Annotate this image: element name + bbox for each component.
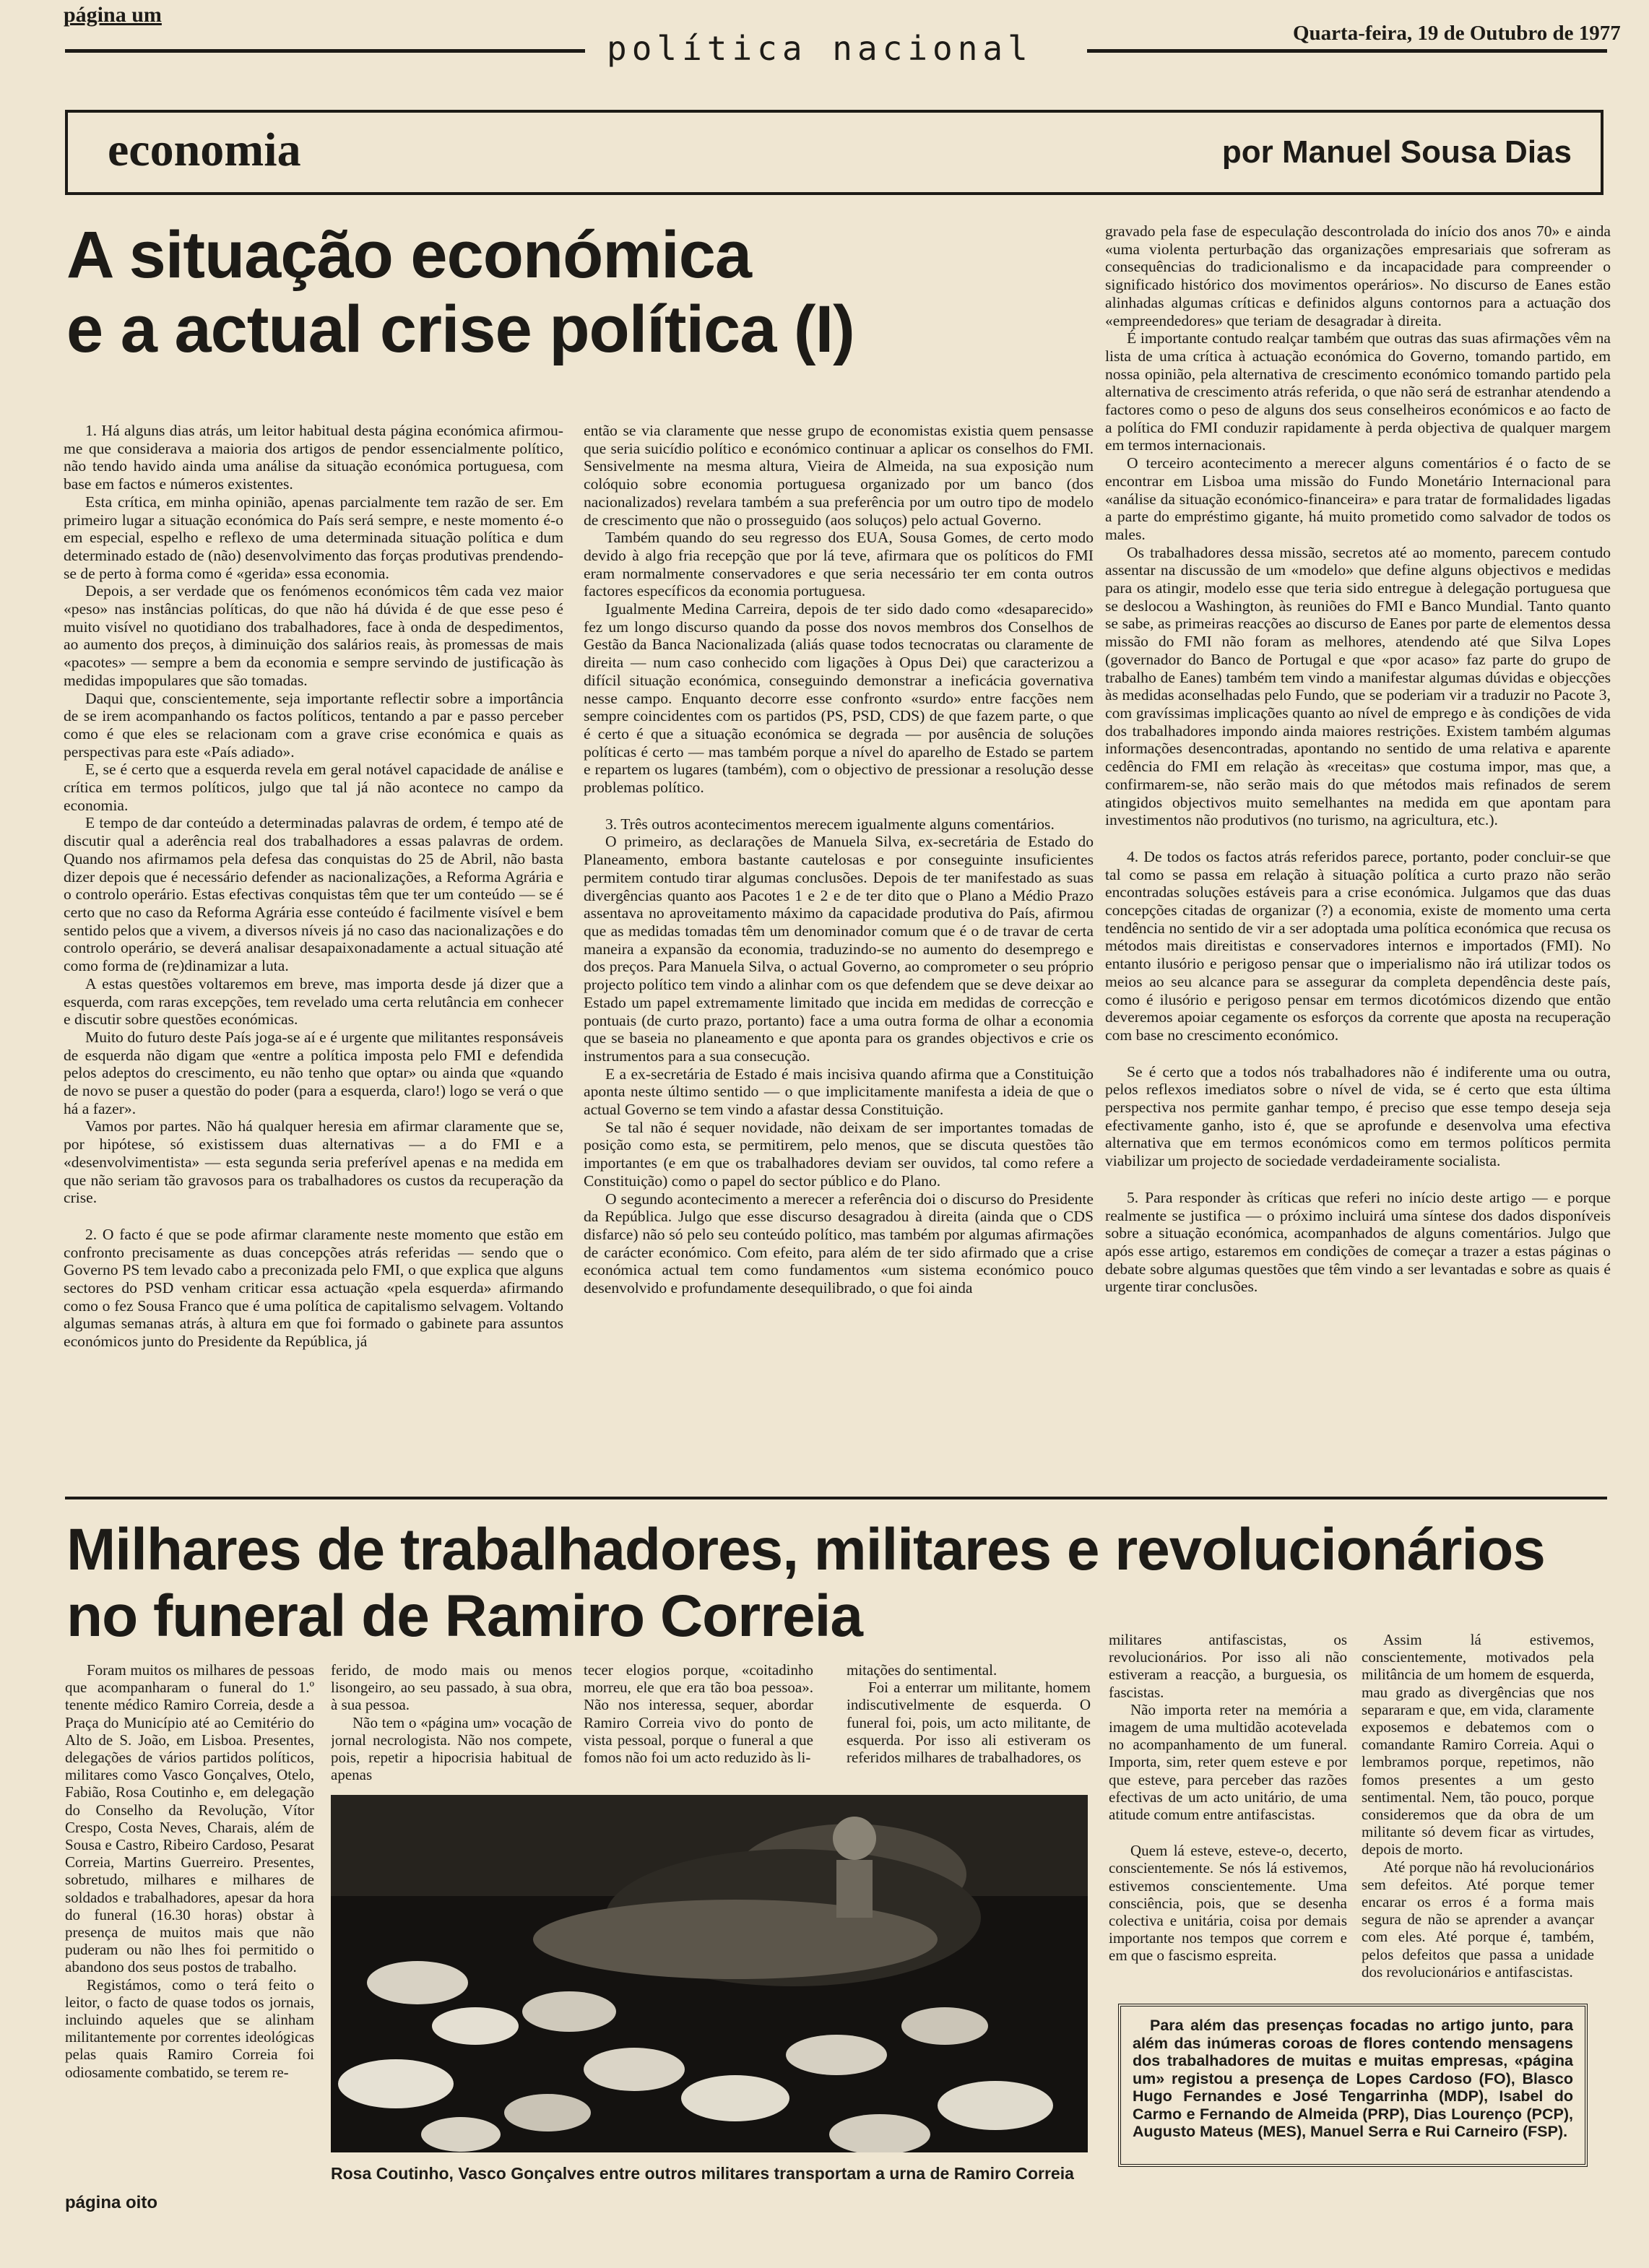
- article1-headline: [66, 218, 1078, 367]
- article2-column-4: [847, 1661, 1091, 1784]
- paragraph: Se tal não é sequer novidade, não deixam de ser importantes tomadas de posição como esta, se permitirem, pelo menos, que se discuta questões tão importantes (e em que os trabalhadores deviam ser ouvidos, tal como refere a Constituição) como o papel do sector público e do Plano.: [584, 1118, 1094, 1190]
- paragraph: Não importa reter na memória a imagem de uma multidão acotevelada no acompanhamento de um funeral. Importa, sim, reter quem esteve e por que esteve, para perceber das razões efectivas de um acto unitário, de uma atitude comum entre antifascistas.: [1109, 1700, 1347, 1824]
- paragraph: ferido, de modo mais ou menos lisongeiro, ao seu passado, à sua obra, à sua pessoa.: [331, 1661, 572, 1714]
- article2-headline: [66, 1517, 1547, 1650]
- paragraph: Depois, a ser verdade que os fenómenos económicos têm cada vez maior «peso» nas instâncias políticas, do que não há dúvida é de que esse peso é muito visível no quotidiano dos trabalhadores, face à onda de despedimentos, ao aumento dos preços, à diminuição dos salários reais, às promessas de mais «pacotes» — sempre a bem da economia e sempre servindo de justificação às medidas impopulares que são tomadas.: [64, 582, 563, 689]
- paragraph: Foi a enterrar um militante, homem indiscutivelmente de esquerda. O funeral foi, pois, um acto militante, de esquerda. Por isso ali estiveram os referidos milhares de trabalhadores, os: [847, 1679, 1091, 1767]
- article1-column-2: [584, 422, 1094, 1473]
- paragraph: Registámos, como o terá feito o leitor, o facto de quase todos os jornais, incluindo aqueles que se alinham militantemente por correntes ideológicas pelas quais Ramiro Correia foi odiosamente combatido, se terem re-: [65, 1975, 314, 2081]
- article2-column-5: [1109, 1631, 1347, 1992]
- article2-headline-line2: no funeral de Ramiro Correia: [66, 1583, 863, 1649]
- paragraph: Daqui que, conscientemente, seja importante reflectir sobre a importância de se irem acompanhando os factos políticos, tentando a par e passo perceber como é que eles se relacionam com a grave crise económica e quais as perspectivas para este «País adiado».: [64, 689, 563, 761]
- paragraph: 4. De todos os factos atrás referidos parece, portanto, poder concluir-se que tal como se passa em relação à situação política a curto prazo não serão encontradas soluções estáveis para a crise económica. Julgamos que das duas concepções citadas de organizar (?) a economia, existe de momento uma certa tendência no sentido de vir a ser adoptada uma política económica que recusa os métodos mais direitistas e conservadores internos e importados (FMI). No entanto ilusório e perigoso pensar que o imperialismo não irá utilizar todos os meios ao seu alcance para se assegurar da completa dependência deste país, como é ilusório e perigoso pensar em termos dicotómicos dizendo que então deveremos apoiar cegamente os esforços da corrente que aposta na recuperação com base no crescimento económico.: [1105, 847, 1611, 1044]
- article1-column-1: [64, 422, 563, 1473]
- paragraph: Igualmente Medina Carreira, depois de ter sido dado como «desaparecido» fez um longo discurso quando da posse dos novos membros dos Conselhos de Gestão da Banca Nacionalizada (aliás quase todos tecnocratas ou claramente de direita — num caso conhecido com ligações à Opus Dei) que caracterizou a difícil situação económica, conseguindo demonstrar a ineficácia governativa nesse campo. Enquanto decorre esse confronto «surdo» entre facções nem sempre coincidentes com os partidos (PS, PSD, CDS) de que fazem parte, o que é certo é que a situação económica se degrada — por ausência de soluções políticas é certo — mas também porque a nível do aparelho de Estado se partem e repartem os lugares (também), com o objectivo de pressionar a resolução desse problemas político.: [584, 600, 1094, 797]
- article1-column-3: [1105, 222, 1611, 1473]
- masthead-rule-left: [65, 49, 585, 53]
- article2-column-2: [331, 1661, 572, 1784]
- paragraph: 3. Três outros acontecimentos merecem igualmente alguns comentários.: [605, 815, 1055, 833]
- paragraph: Assim lá estivemos, conscientemente, motivados pela militância de um homem de esquerda, mau grado as divergências que nos separaram e que, em vida, claramente exposemos e debatemos com o comandante Ramiro Correia. Aqui o lembramos porque, repetimos, não fomos presentes a um gesto sentimental. Nem, tão pouco, porque consideremos que da obra de um militante só devem ficar as virtudes, depois de morto.: [1362, 1631, 1594, 1858]
- article2-column-1: [65, 1661, 314, 2181]
- paragraph: então se via claramente que nesse grupo de economistas existia quem pensasse que seria suicídio político e económico continuar a aplicar os conselhos do FMI. Sensivelmente na mesma altura, Vieira de Almeida, na sua exposição num colóquio sobre economia portuguesa organizado por um banco (dos nacionalizados) revelara também a sua preferência por um outro tipo de modelo de crescimento que não o prosseguido (aos soluços) pelo actual Governo.: [584, 422, 1094, 529]
- paragraph: Os trabalhadores dessa missão, secretos até ao momento, parecem contudo assentar na discussão de um «modelo» que define alguns objectivos e medidas para os atingir, modelo esse que teria sido entregue à delegação portuguesa que se deslocou a Washington, às reuniões do FMI e Banco Mundial. Tanto quanto se sabe, as primeiras reacções ao discurso de Eanes por parte de elementos dessa missão do FMI não foram as melhores, atendendo até que Silva Lopes (governador do Banco de Portugal e que «por acaso» faz parte do grupo de trabalho de Eanes) também tem vindo a manifestar algumas dúvidas e objecções às medidas aconselhadas pelo Fundo, que se poderiam vir a traduzir no Pacote 3, com gravíssimas implicações quanto ao nível de emprego e às condições de vida dos trabalhadores impondo ainda maiores restrições. Existem também algumas informações desencontradas, apontando no sentido de uma relativa e aparente cedência do FMI em relação às «receitas» que costuma impor, mas que, a confirmarem-se, não serão mais do que métodos mais refinados de serem atingidos objectivos muito semelhantes na medida em que apontam para investimentos não produtivos (no turismo, na agricultura, etc.).: [1105, 543, 1611, 829]
- paragraph: Esta crítica, em minha opinião, apenas parcialmente tem razão de ser. Em primeiro lugar a situação económica do País será sempre, e neste momento é-o em especial, espelho e reflexo de uma determinada situação política e dum determinado estado de (não) desenvolvimento das forças produtivas prendendo-se de perto à forma como é «gerida» essa economia.: [64, 493, 563, 582]
- photo-caption: Rosa Coutinho, Vasco Gonçalves entre outros militares transportam a urna de Ramiro Correia: [331, 2164, 1074, 2183]
- article1-headline-line2: e a actual crise política (I): [66, 293, 854, 367]
- paragraph: O segundo acontecimento a merecer a referência doi o discurso do Presidente da República. Julgo que esse discurso desagradou à direita (ainda que o CDS disfarce) não só pelo seu conteúdo político, mas também por algumas afirmações de carácter económico. Com efeito, para além de ter sido afirmado que a crise económica actual tem como fundamentos «um sistema económico pouco desenvolvido e profundamente desequilibrado, o que foi ainda: [584, 1190, 1094, 1297]
- article2-column-3: [584, 1661, 813, 1784]
- paragraph: Não tem o «página um» vocação de jornal necrologista. Não nos compete, pois, repetir a hipocrisia habitual de apenas: [331, 1713, 572, 1784]
- article-separator: [65, 1497, 1607, 1499]
- paragraph: Muito do futuro deste País joga-se aí e é urgente que militantes responsáveis de esquerda não digam que «entre a política imposta pelo FMI e defendida pelos adeptos do crescimento, eu não tenho que optar» ou ainda que «quando de novo se puser a questão do poder (para a esquerda, claro!) logo se verá o que há a fazer».: [64, 1028, 563, 1117]
- article1-headline-line1: A situação económica: [66, 218, 752, 292]
- paragraph: O primeiro, as declarações de Manuela Silva, ex-secretária de Estado do Planeamento, embora bastante cautelosas e por conseguinte insuficientes permitem contudo tirar algumas conclusões. Depois de ter manifestado as suas divergências quanto aos Pacotes 1 e 2 e de ter dito que o Plano a Médio Prazo assentava no aproveitamento máximo da capacidade produtiva do País, afirmou que as medidas tomadas têm um denominador comum que é o de travar de certa maneira a expansão da economia, traduzindo-se no aumento do desemprego e dos preços. Para Manuela Silva, o actual Governo, ao comprometer o seu próprio projecto político tem vindo a alinhar com os que defendem que se deve deixar ao Estado um papel extremamente limitado que incida em medidas de correcção e pontuais (de curto prazo, portanto) face a uma outra forma de olhar a economia que se baseia no planeamento e que aponta para os grandes objectivos e crie os instrumentos para a sua consecução.: [584, 833, 1094, 1065]
- article2-column-6: [1362, 1631, 1594, 1992]
- paragraph: 2. O facto é que se pode afirmar claramente neste momento que estão em confronto precisamente as duas concepções atrás referidas — sendo que o Governo PS tem levado cabo a preconizada pelo FMI, o que explica que alguns sectores do PSD venham criticar essa actuação «pela esquerda» afirmando como o fez Sousa Franco que é uma política de capitalismo selvagem. Voltando algumas semanas atrás, à altura em que foi formado o gabinete para assuntos económicos junto do Presidente da República, já: [64, 1225, 563, 1351]
- paragraph: gravado pela fase de especulação descontrolada do início dos anos 70» e ainda «uma violenta perturbação das organizações empresariais que sofreram as consequências do tradicionalismo e da incapacidade para compreender o significado histórico dos movimentos operários». No discurso de Eanes estão alinhadas algumas críticas e definidos alguns contornos para a actuação dos «empreendedores» que teriam de desagradar à direita.: [1105, 222, 1611, 329]
- paragraph: Foram muitos os milhares de pessoas que acompanharam o funeral do 1.º tenente médico Ramiro Correia, desde a Praça do Município até ao Cemitério do Alto de S. João, em Lisboa. Presentes, delegações de vários partidos políticos, militares como Vasco Gonçalves, Otelo, Fabião, Rosa Coutinho e, em delegação do Conselho da Revolução, Vítor Crespo, Costa Neves, Charais, além de Sousa e Castro, Ribeiro Cardoso, Pesarat Correia, Martins Guerreiro. Presentes, sobretudo, milhares e milhares de soldados e trabalhadores, apesar da hora do funeral (16.30 horas) obstar à presença de muitos mais que não puderam ou não lhes foi permitido o abandono dos seus postos de trabalho.: [65, 1661, 314, 1976]
- paragraph: E tempo de dar conteúdo a determinadas palavras de ordem, é tempo até de discutir qual a aderência real dos trabalhadores a essas palavras de ordem. Quando nos afirmamos pela defesa das conquistas do 25 de Abril, não basta dizer depois que é necessário defender as nacionalizações, a Reforma Agrária e o controlo operário. Estas efectivas conquistas têm que ter um conteúdo — se é certo que no caso da Reforma Agrária esse conteúdo é facilmente visível e bem sentido pelos que a vivem, a diversos níveis já no caso das nacionalizações e do controlo operário, se deverá analisar desapaixonadamente a actual situação até como forma de (re)dinamizar a luta.: [64, 814, 563, 975]
- paragraph: E, se é certo que a esquerda revela em geral notável capacidade de análise e crítica em termos políticos, julgo que tal já não acontece no campo da economia.: [64, 761, 563, 814]
- funeral-photo: [331, 1795, 1088, 2152]
- note-text: Para além das presenças focadas no artigo junto, para além das inúmeras coroas de flores contendo mensagens dos trabalhadores de muitas e muitas empresas, «página um» registou a presença de Lopes Cardoso (FO), Blasco Hugo Fernandes e José Tengarrinha (MDP), Isabel do Carmo e Fernando de Almeida (PRP), Dias Lourenço (PCP), Augusto Mateus (MES), Manuel Serra e Rui Carneiro (FSP).: [1133, 2017, 1573, 2140]
- masthead-date: Quarta-feira, 19 de Outubro de 1977: [1293, 22, 1621, 45]
- paragraph: Quem lá esteve, esteve-o, decerto, conscientemente. Se nós lá estivemos, estivemos conscientemente. Uma consciência, pois, que se desenha colectiva e unitária, coisa por demais importante nos tempos que correm e em que o fascismo espreita.: [1109, 1842, 1347, 1965]
- paragraph: É importante contudo realçar também que outras das suas afirmações vêm na lista de uma crítica à actuação económica do Governo, tomando partido, em nossa opinião, pela alternativa de crescimento económico tomando partido pela alternativa de crescimento atrás referida, o que não será de estranhar atendendo a factores como o peso de alguns dos seus conselheiros económicos e ao facto de a política do FMI conduzir rapidamente à perda objectiva de qualquer margem em termos internacionais.: [1105, 329, 1611, 454]
- article2-headline-line1: Milhares de trabalhadores, militares e revolucionários: [66, 1517, 1545, 1583]
- paragraph: Se é certo que a todos nós trabalhadores não é indiferente uma ou outra, pelos reflexos imediatos sobre o nível de vida, se é certo que esta última perspectiva nos permite ganhar tempo, é preciso que esse tempo deseja seja efectivamente ganho, isto é, que se aprofunde e desenvolva uma efectiva alternativa que em termos económicos como em termos políticos permita viabilizar um projecto de sociedade verdadeiramente socialista.: [1105, 1062, 1611, 1170]
- paragraph: O terceiro acontecimento a merecer alguns comentários é o facto de se encontrar em Lisboa uma missão do Fundo Monetário Internacional para «análise da situação económico-financeira» e para tratar de formalidades ligadas a parte do empréstimo gigante, há muito prometido como salvador de todos os males.: [1105, 454, 1611, 543]
- paragraph: militares antifascistas, os revolucionários. Por isso ali não estiveram a reacção, a burguesia, os fascistas.: [1109, 1631, 1347, 1701]
- paragraph: Até porque não há revolucionários sem defeitos. Até porque temer encarar os erros é a forma mais segura de não se aprender a avançar com eles. Até porque é, também, pelos defeitos que passa a unidade dos revolucionários e antifascistas.: [1362, 1858, 1594, 1981]
- section-title: economia: [108, 124, 301, 176]
- paragraph: A estas questões voltaremos em breve, mas importa desde já dizer que a esquerda, com raras excepções, tem revelado uma certa relutância em conhecer e discutir sobre questões económicas.: [64, 974, 563, 1029]
- paragraph: tecer elogios porque, «coitadinho morreu, ele que era tão boa pessoa». Não nos interessa, sequer, abordar Ramiro Correia vivo do ponto de vista pessoal, porque o funeral a que fomos não foi um acto reduzido às li-: [584, 1661, 813, 1767]
- masthead-section: política nacional: [607, 29, 1033, 68]
- masthead-rule-right: [1087, 49, 1607, 53]
- masthead-paper-name: página um: [64, 3, 162, 27]
- byline: por Manuel Sousa Dias: [1221, 134, 1572, 170]
- paragraph: 1. Há alguns dias atrás, um leitor habitual desta página económica afirmou-me que considerava a maioria dos artigos de pendor essencialmente político, não tendo havido ainda uma análise da situação económica portuguesa, com base em factos e números existentes.: [64, 422, 563, 493]
- section-banner: [65, 110, 1603, 195]
- presences-note-box: [1118, 2004, 1588, 2167]
- paragraph: E a ex-secretária de Estado é mais incisiva quando afirma que a Constituição aponta neste último sentido — o que implicitamente manifesta a ideia de que o actual Governo se tem vindo a afastar dessa Constituição.: [584, 1065, 1094, 1119]
- paragraph: Também quando do seu regresso dos EUA, Sousa Gomes, de certo modo devido à algo fria recepção que por lá teve, afirmara que os políticos do FMI eram normalmente conservadores e que seria necessário ter em conta outros factores específicos da economia portuguesa.: [584, 529, 1094, 600]
- paragraph: 5. Para responder às críticas que referi no início deste artigo — e porque realmente se justifica — o próximo incluirá uma síntese dos dados disponíveis sobre a situação económica, acompanhados de alguns comentários. Julgo que após esse artigo, estaremos em condições de começar a trazer a estas páginas o debate sobre algumas questões que têm vindo a ser levantadas e sobre as quais é urgente tirar conclusões.: [1105, 1188, 1611, 1296]
- paragraph: mitações do sentimental.: [847, 1661, 997, 1679]
- funeral-photo-graphic: [331, 1795, 1088, 2152]
- paragraph: Vamos por partes. Não há qualquer heresia em afirmar claramente que se, por hipótese, só existissem duas alternativas — a do FMI e a «desenvolvimentista» — esta segunda seria preferível apenas e na medida em que não seriam tão gravosos para os trabalhadores os custos da recuperação da crise.: [64, 1117, 563, 1207]
- page-footer: página oito: [65, 2193, 157, 2212]
